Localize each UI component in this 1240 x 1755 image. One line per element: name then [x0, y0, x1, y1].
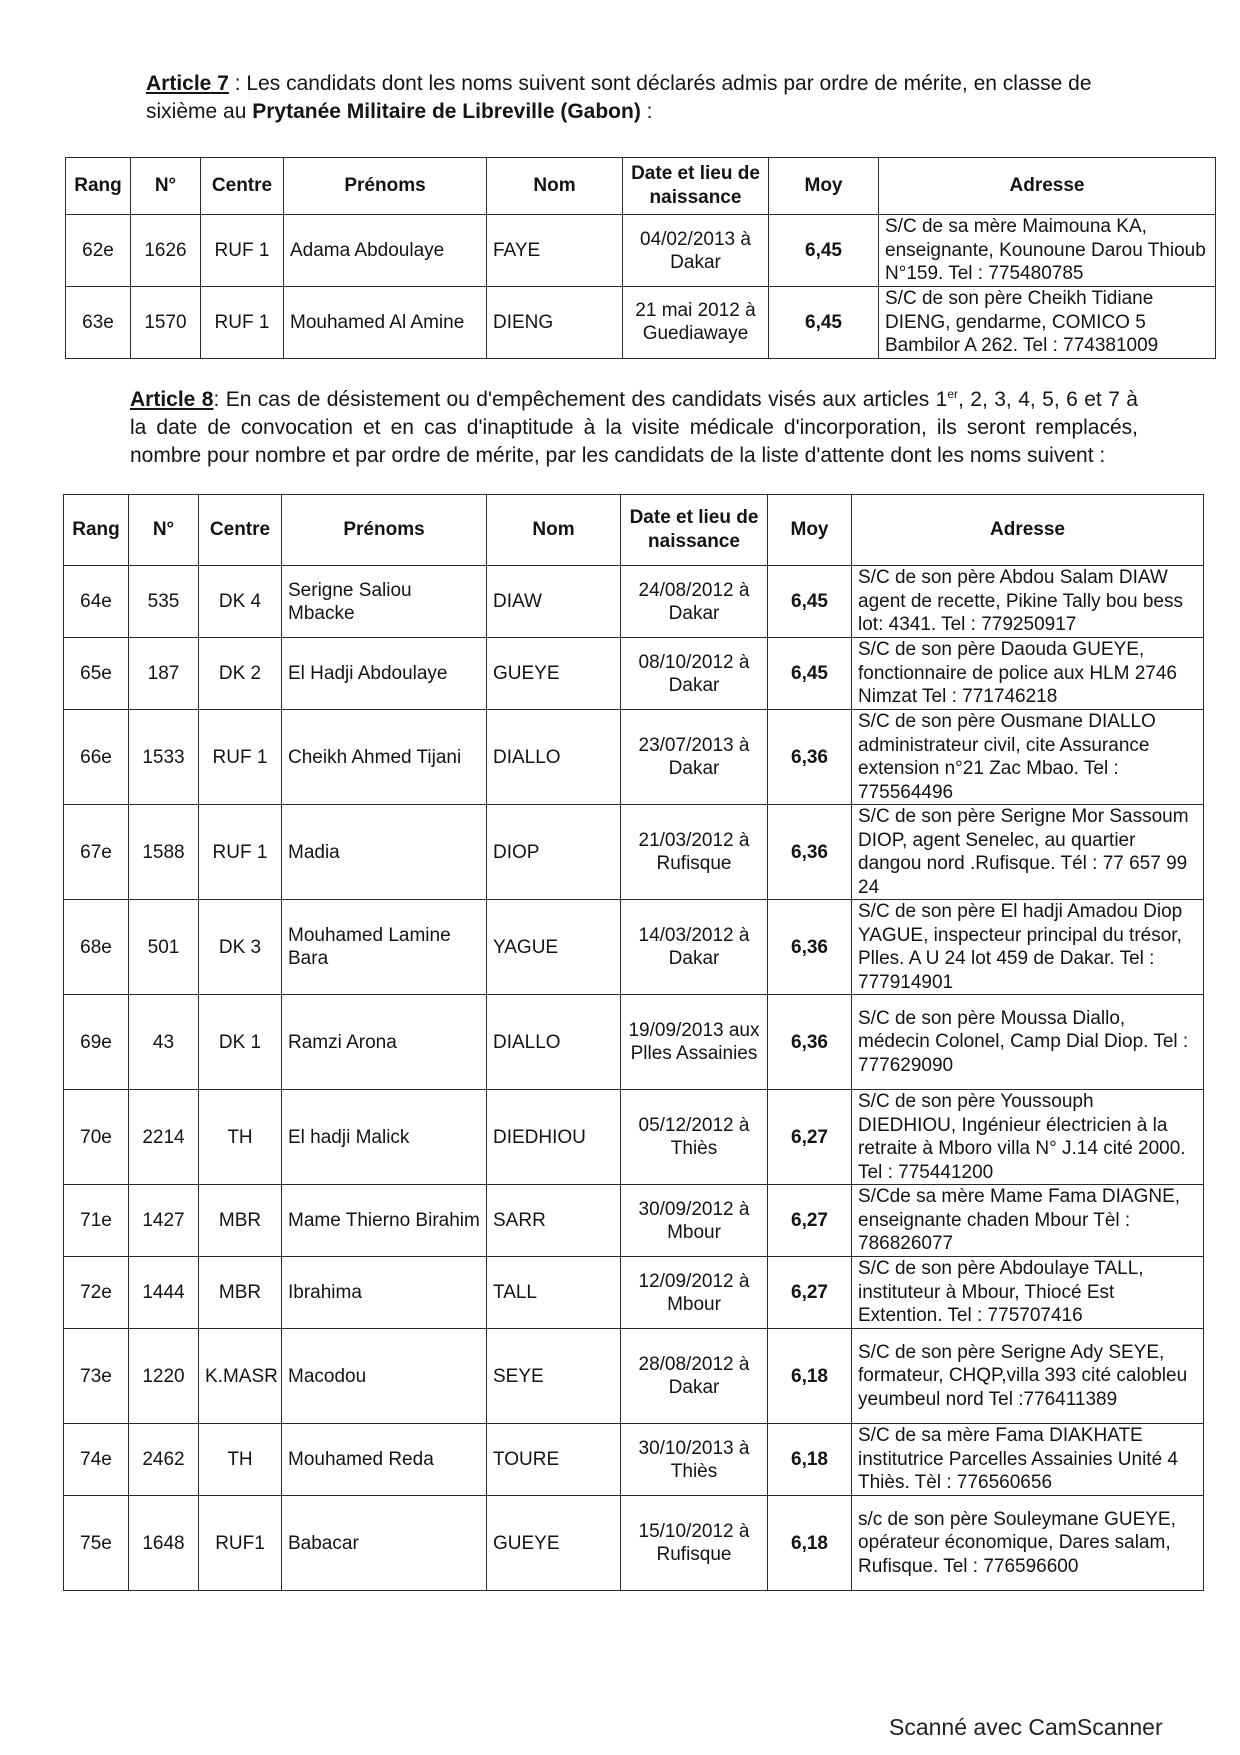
cell-naissance: 14/03/2012 à Dakar [621, 900, 768, 995]
table-row [64, 1329, 1204, 1424]
cell-adresse: S/C de sa mère Maimouna KA, enseignante, Kounoune Darou Thioub N°159. Tel : 775480785 [879, 215, 1216, 287]
cell-num: 2214 [129, 1090, 199, 1185]
cell-num: 1444 [129, 1257, 199, 1329]
header-cell: Centre [201, 158, 284, 215]
header-cell: Nom [487, 158, 623, 215]
cell-naissance: 15/10/2012 à Rufisque [621, 1496, 768, 1591]
cell-prenoms: Madia [282, 805, 487, 900]
table-row [64, 638, 1204, 710]
cell-adresse: S/C de son père Abdou Salam DIAW agent de recette, Pikine Tally bou bess lot: 4341. Tel : 779250917 [852, 566, 1204, 638]
cell-centre: MBR [199, 1185, 282, 1257]
cell-moy: 6,36 [768, 995, 852, 1090]
cell-prenoms: Ibrahima [282, 1257, 487, 1329]
cell-nom: GUEYE [487, 1496, 621, 1591]
cell-rang: 67e [64, 805, 129, 900]
cell-naissance: 08/10/2012 à Dakar [621, 638, 768, 710]
cell-rang: 65e [64, 638, 129, 710]
header-cell: Date et lieu de naissance [623, 158, 769, 215]
cell-prenoms: Babacar [282, 1496, 487, 1591]
cell-num: 2462 [129, 1424, 199, 1496]
article-7-text: : Les candidats dont les noms suivent sont déclarés admis par ordre de mérite, en classe de sixième au [146, 72, 1092, 123]
cell-naissance: 05/12/2012 à Thiès [621, 1090, 768, 1185]
table-row [64, 1185, 1204, 1257]
cell-adresse: s/c de son père Souleymane GUEYE, opérateur économique, Dares salam, Rufisque. Tel : 776596600 [852, 1496, 1204, 1591]
cell-moy: 6,18 [768, 1496, 852, 1591]
cell-nom: DIENG [487, 287, 623, 359]
cell-nom: GUEYE [487, 638, 621, 710]
table-row [64, 900, 1204, 995]
cell-rang: 72e [64, 1257, 129, 1329]
cell-num: 1533 [129, 710, 199, 805]
table-row [64, 710, 1204, 805]
table-row [64, 566, 1204, 638]
table-header-row [66, 158, 1216, 215]
admitted-candidates-table [65, 157, 1216, 359]
cell-rang: 74e [64, 1424, 129, 1496]
cell-prenoms: Adama Abdoulaye [284, 215, 487, 287]
cell-naissance: 21/03/2012 à Rufisque [621, 805, 768, 900]
header-cell: N° [129, 495, 199, 566]
cell-naissance: 21 mai 2012 à Guediawaye [623, 287, 769, 359]
cell-adresse: S/C de son père Daouda GUEYE, fonctionnaire de police aux HLM 2746 Nimzat Tel : 771746218 [852, 638, 1204, 710]
cell-centre: TH [199, 1424, 282, 1496]
cell-naissance: 30/10/2013 à Thiès [621, 1424, 768, 1496]
article-8-text: : En cas de désistement ou d'empêchement des candidats visés aux articles 1 [213, 388, 948, 411]
cell-adresse: S/Cde sa mère Mame Fama DIAGNE, enseignante chaden Mbour Tèl : 786826077 [852, 1185, 1204, 1257]
cell-moy: 6,45 [768, 638, 852, 710]
cell-centre: TH [199, 1090, 282, 1185]
cell-rang: 69e [64, 995, 129, 1090]
cell-naissance: 04/02/2013 à Dakar [623, 215, 769, 287]
cell-moy: 6,27 [768, 1257, 852, 1329]
cell-prenoms: Serigne Saliou Mbacke [282, 566, 487, 638]
header-cell: Moy [769, 158, 879, 215]
cell-naissance: 23/07/2013 à Dakar [621, 710, 768, 805]
cell-num: 1648 [129, 1496, 199, 1591]
cell-rang: 73e [64, 1329, 129, 1424]
table-header-row [64, 495, 1204, 566]
cell-num: 501 [129, 900, 199, 995]
cell-centre: RUF 1 [199, 805, 282, 900]
cell-num: 1588 [129, 805, 199, 900]
cell-moy: 6,36 [768, 900, 852, 995]
cell-moy: 6,27 [768, 1185, 852, 1257]
article-8-title: Article 8 [130, 388, 214, 411]
table-row [64, 1090, 1204, 1185]
cell-adresse: S/C de son père Serigne Ady SEYE, formateur, CHQP,villa 393 cité calobleu yeumbeul nord Tel :776411389 [852, 1329, 1204, 1424]
cell-num: 1570 [131, 287, 201, 359]
cell-prenoms: El hadji Malick [282, 1090, 487, 1185]
cell-prenoms: Macodou [282, 1329, 487, 1424]
cell-nom: DIAW [487, 566, 621, 638]
cell-nom: TOURE [487, 1424, 621, 1496]
cell-naissance: 24/08/2012 à Dakar [621, 566, 768, 638]
cell-centre: RUF 1 [201, 215, 284, 287]
cell-adresse: S/C de sa mère Fama DIAKHATE institutrice Parcelles Assainies Unité 4 Thiès. Tèl : 776560656 [852, 1424, 1204, 1496]
cell-prenoms: Mouhamed Al Amine [284, 287, 487, 359]
waiting-list-table [63, 494, 1204, 1591]
cell-nom: TALL [487, 1257, 621, 1329]
cell-centre: RUF 1 [199, 710, 282, 805]
header-cell: Moy [768, 495, 852, 566]
cell-centre: DK 2 [199, 638, 282, 710]
cell-adresse: S/C de son père Ousmane DIALLO administrateur civil, cite Assurance extension n°21 Zac Mbao. Tel : 775564496 [852, 710, 1204, 805]
article-7-institution: Prytanée Militaire de Libreville (Gabon) [252, 100, 641, 123]
cell-nom: DIOP [487, 805, 621, 900]
cell-adresse: S/C de son père El hadji Amadou Diop YAGUE, inspecteur principal du trésor, Plles. A U 24 lot 459 de Dakar. Tel : 777914901 [852, 900, 1204, 995]
cell-rang: 66e [64, 710, 129, 805]
cell-adresse: S/C de son père Serigne Mor Sassoum DIOP, agent Senelec, au quartier dangou nord .Rufisque. Tél : 77 657 99 24 [852, 805, 1204, 900]
cell-num: 187 [129, 638, 199, 710]
cell-centre: MBR [199, 1257, 282, 1329]
cell-rang: 71e [64, 1185, 129, 1257]
header-cell: N° [131, 158, 201, 215]
cell-moy: 6,45 [769, 287, 879, 359]
article-8-paragraph [130, 380, 1138, 470]
cell-moy: 6,36 [768, 805, 852, 900]
article-8-superscript: er [947, 387, 959, 401]
header-cell: Date et lieu de naissance [621, 495, 768, 566]
cell-naissance: 30/09/2012 à Mbour [621, 1185, 768, 1257]
table-row [64, 805, 1204, 900]
cell-num: 1626 [131, 215, 201, 287]
cell-nom: YAGUE [487, 900, 621, 995]
cell-rang: 62e [66, 215, 131, 287]
camscanner-footer: Scanné avec CamScanner [889, 1714, 1163, 1740]
cell-num: 535 [129, 566, 199, 638]
cell-centre: RUF1 [199, 1496, 282, 1591]
table-row [64, 1257, 1204, 1329]
cell-adresse: S/C de son père Youssouph DIEDHIOU, Ingénieur électricien à la retraite à Mboro villa N° J.14 cité 2000. Tel : 775441200 [852, 1090, 1204, 1185]
cell-num: 1427 [129, 1185, 199, 1257]
cell-nom: DIALLO [487, 995, 621, 1090]
cell-rang: 68e [64, 900, 129, 995]
cell-adresse: S/C de son père Abdoulaye TALL, instituteur à Mbour, Thiocé Est Extention. Tel : 775707416 [852, 1257, 1204, 1329]
cell-centre: RUF 1 [201, 287, 284, 359]
cell-naissance: 28/08/2012 à Dakar [621, 1329, 768, 1424]
cell-num: 43 [129, 995, 199, 1090]
header-cell: Rang [66, 158, 131, 215]
header-cell: Adresse [879, 158, 1216, 215]
cell-prenoms: Mame Thierno Birahim [282, 1185, 487, 1257]
header-cell: Rang [64, 495, 129, 566]
cell-prenoms: Mouhamed Reda [282, 1424, 487, 1496]
cell-moy: 6,36 [768, 710, 852, 805]
table-row [64, 1496, 1204, 1591]
article-7-text-end: : [640, 100, 653, 123]
cell-prenoms: Cheikh Ahmed Tijani [282, 710, 487, 805]
table-row [66, 215, 1216, 287]
header-cell: Adresse [852, 495, 1204, 566]
cell-nom: DIEDHIOU [487, 1090, 621, 1185]
article-7-title: Article 7 [146, 72, 229, 95]
article-7-paragraph [146, 70, 1146, 126]
cell-nom: SARR [487, 1185, 621, 1257]
cell-nom: FAYE [487, 215, 623, 287]
cell-prenoms: El Hadji Abdoulaye [282, 638, 487, 710]
cell-centre: K.MASR [199, 1329, 282, 1424]
table-row [64, 1424, 1204, 1496]
table-row [66, 287, 1216, 359]
cell-nom: SEYE [487, 1329, 621, 1424]
cell-nom: DIALLO [487, 710, 621, 805]
cell-moy: 6,45 [768, 566, 852, 638]
cell-centre: DK 1 [199, 995, 282, 1090]
header-cell: Prénoms [282, 495, 487, 566]
header-cell: Nom [487, 495, 621, 566]
cell-prenoms: Ramzi Arona [282, 995, 487, 1090]
header-cell: Prénoms [284, 158, 487, 215]
cell-rang: 70e [64, 1090, 129, 1185]
header-cell: Centre [199, 495, 282, 566]
cell-moy: 6,45 [769, 215, 879, 287]
cell-num: 1220 [129, 1329, 199, 1424]
cell-rang: 75e [64, 1496, 129, 1591]
cell-rang: 64e [64, 566, 129, 638]
cell-centre: DK 4 [199, 566, 282, 638]
cell-adresse: S/C de son père Cheikh Tidiane DIENG, gendarme, COMICO 5 Bambilor A 262. Tel : 774381009 [879, 287, 1216, 359]
cell-moy: 6,27 [768, 1090, 852, 1185]
cell-prenoms: Mouhamed Lamine Bara [282, 900, 487, 995]
cell-naissance: 12/09/2012 à Mbour [621, 1257, 768, 1329]
cell-adresse: S/C de son père Moussa Diallo, médecin Colonel, Camp Dial Diop. Tel : 777629090 [852, 995, 1204, 1090]
cell-moy: 6,18 [768, 1424, 852, 1496]
article-8-text-cont: , 2, 3, 4, 5, 6 et 7 à la date de convocation et en cas d'inaptitude à la visite médicale d'incorporation, ils seront remplacés, nombre pour nombre et par ordre de mérite, par les candidats de la liste d'attente dont les noms suivent : [130, 388, 1138, 467]
cell-rang: 63e [66, 287, 131, 359]
cell-centre: DK 3 [199, 900, 282, 995]
table-row [64, 995, 1204, 1090]
cell-moy: 6,18 [768, 1329, 852, 1424]
cell-naissance: 19/09/2013 aux Plles Assainies [621, 995, 768, 1090]
